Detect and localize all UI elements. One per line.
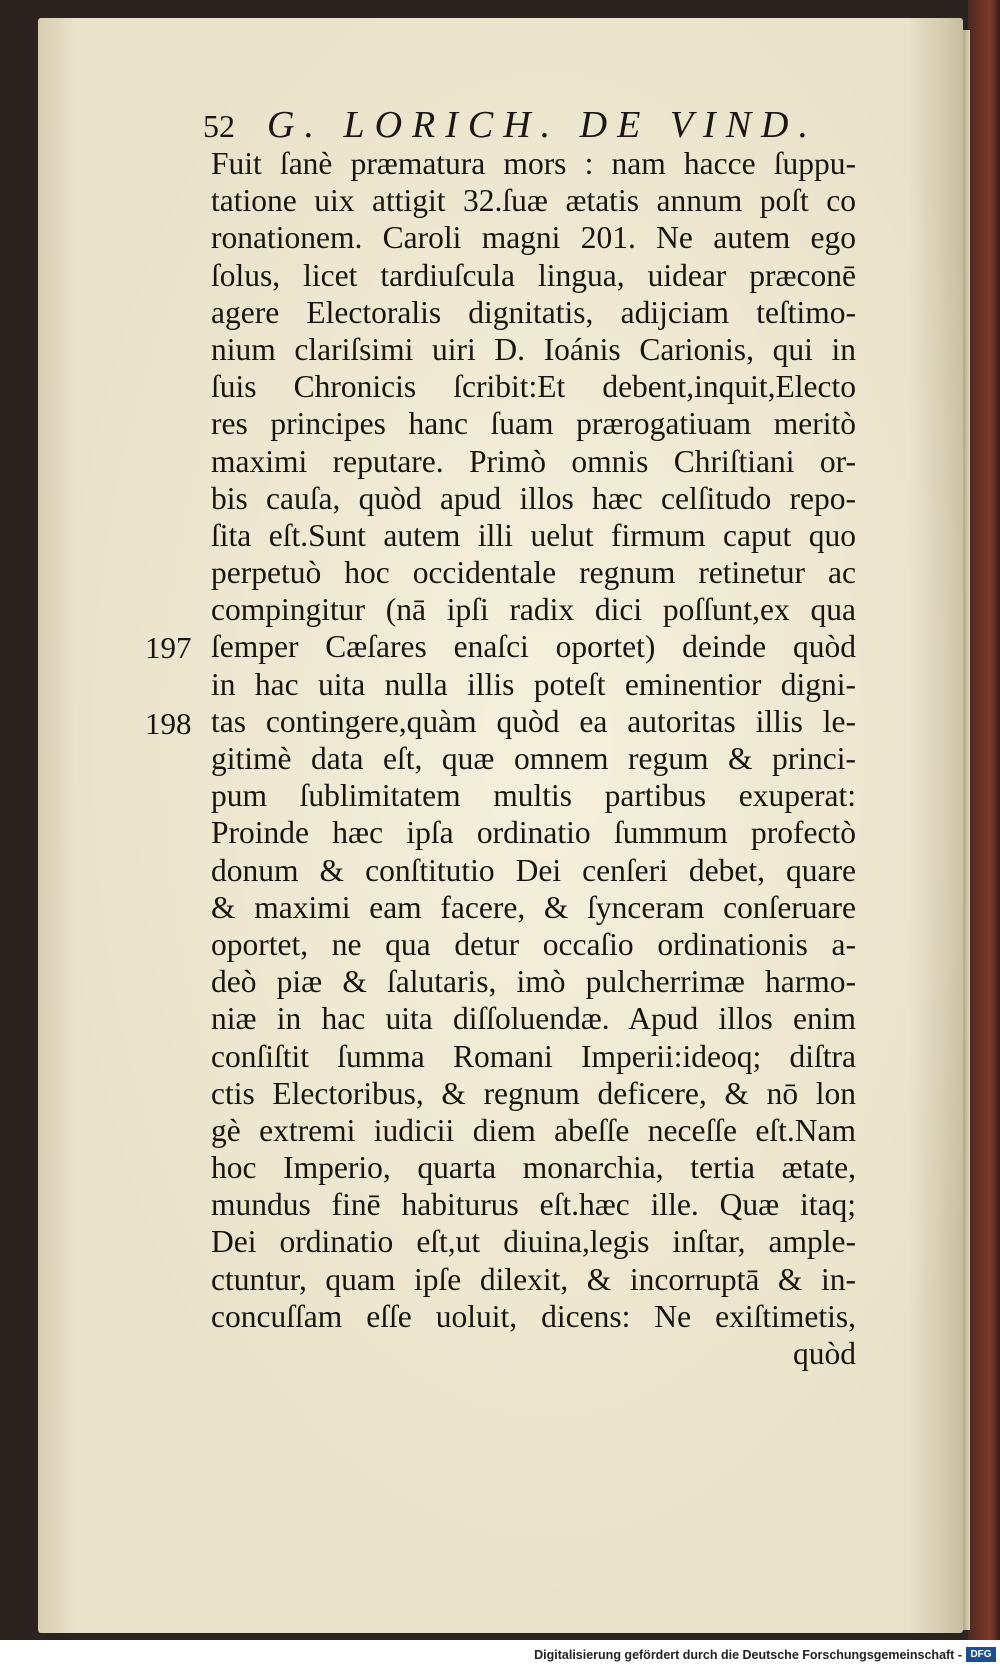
margin-note: 197 bbox=[145, 630, 192, 665]
text-line: in hac uita nulla illis poteſt eminentior digni- bbox=[211, 666, 856, 702]
text-line: Proinde hæc ipſa ordinatio ſummum profectò bbox=[211, 815, 856, 851]
text-line: perpetuò hoc occidentale regnum retinetur ac bbox=[211, 555, 856, 591]
text-line: ſolus, licet tardiuſcula lingua, uidear præconē bbox=[211, 257, 856, 293]
text-line: bis cauſa, quòd apud illos hæc celſitudo repo- bbox=[211, 480, 856, 516]
book-binding bbox=[968, 0, 1000, 1640]
text-line: & maximi eam facere, & ſynceram conſeruare bbox=[211, 889, 856, 925]
text-line: oportet, ne qua detur occaſio ordinationis a- bbox=[211, 926, 856, 962]
text-line: donum & conſtitutio Dei cenſeri debet, quare bbox=[211, 852, 856, 888]
text-line: conſiſtit ſumma Romani Imperii:ideoq; diſtra bbox=[211, 1038, 856, 1074]
text-line: niæ in hac uita diſſoluendæ. Apud illos enim bbox=[211, 1001, 856, 1037]
text-line: ctis Electoribus, & regnum deficere, & nō lon bbox=[211, 1075, 856, 1111]
text-line: tas contingere,quàm quòd ea autoritas illis le- bbox=[211, 703, 856, 739]
text-line: ronationem. Caroli magni 201. Ne autem ego bbox=[211, 220, 856, 256]
text-line: gè extremi iudicii diem abeſſe neceſſe eſt.Nam bbox=[211, 1112, 856, 1148]
text-line: gitimè data eſt, quæ omnem regum & princi- bbox=[211, 741, 856, 776]
text-line: quòd bbox=[793, 1336, 856, 1371]
text-line: ſita eſt.Sunt autem illi uelut firmum caput quo bbox=[211, 517, 856, 553]
funding-credit: Digitalisierung gefördert durch die Deutsche Forschungsgemeinschaft - bbox=[534, 1648, 962, 1662]
dfg-logo: DFG bbox=[966, 1647, 996, 1662]
body-text bbox=[211, 145, 856, 1372]
text-line: nium clariſsimi uiri D. Ioánis Carionis, qui in bbox=[211, 331, 856, 367]
text-line: deò piæ & ſalutaris, imò pulcherrimæ harmo- bbox=[211, 964, 856, 1000]
text-line: res principes hanc ſuam prærogatiuam meritò bbox=[211, 406, 856, 442]
text-line: ſemper Cæſares enaſci oportet) deinde quòd bbox=[211, 629, 856, 665]
text-line: Fuit ſanè præmatura mors : nam hacce ſuppu- bbox=[211, 146, 856, 181]
text-line: ctuntur, quam ipſe dilexit, & incorruptā & in- bbox=[211, 1261, 856, 1297]
text-line: pum ſublimitatem multis partibus exuperat: bbox=[211, 778, 856, 814]
running-title: G. LORICH. DE VIND. bbox=[267, 104, 818, 146]
footer-bar bbox=[0, 1640, 1000, 1670]
page-number: 52 bbox=[203, 108, 235, 144]
text-line: maximi reputare. Primò omnis Chriſtiani or- bbox=[211, 443, 856, 479]
running-head bbox=[203, 103, 843, 147]
margin-note: 198 bbox=[145, 706, 192, 741]
text-line: tatione uix attigit 32.ſuæ ætatis annum poſt co bbox=[211, 183, 856, 219]
text-line: hoc Imperio, quarta monarchia, tertia ætate, bbox=[211, 1150, 856, 1186]
text-line: concuſſam eſſe uoluit, dicens: Ne exiſtimetis, bbox=[211, 1298, 856, 1334]
text-line: mundus finē habiturus eſt.hæc ille. Quæ itaq; bbox=[211, 1187, 856, 1223]
text-line: ſuis Chronicis ſcribit:Et debent,inquit,Electo bbox=[211, 369, 856, 405]
text-line: agere Electoralis dignitatis, adijciam teſtimo- bbox=[211, 294, 856, 330]
text-line: Dei ordinatio eſt,ut diuina,legis inſtar, ample- bbox=[211, 1224, 856, 1260]
text-line: compingitur (nā ipſi radix dici poſſunt,ex qua bbox=[211, 592, 856, 628]
